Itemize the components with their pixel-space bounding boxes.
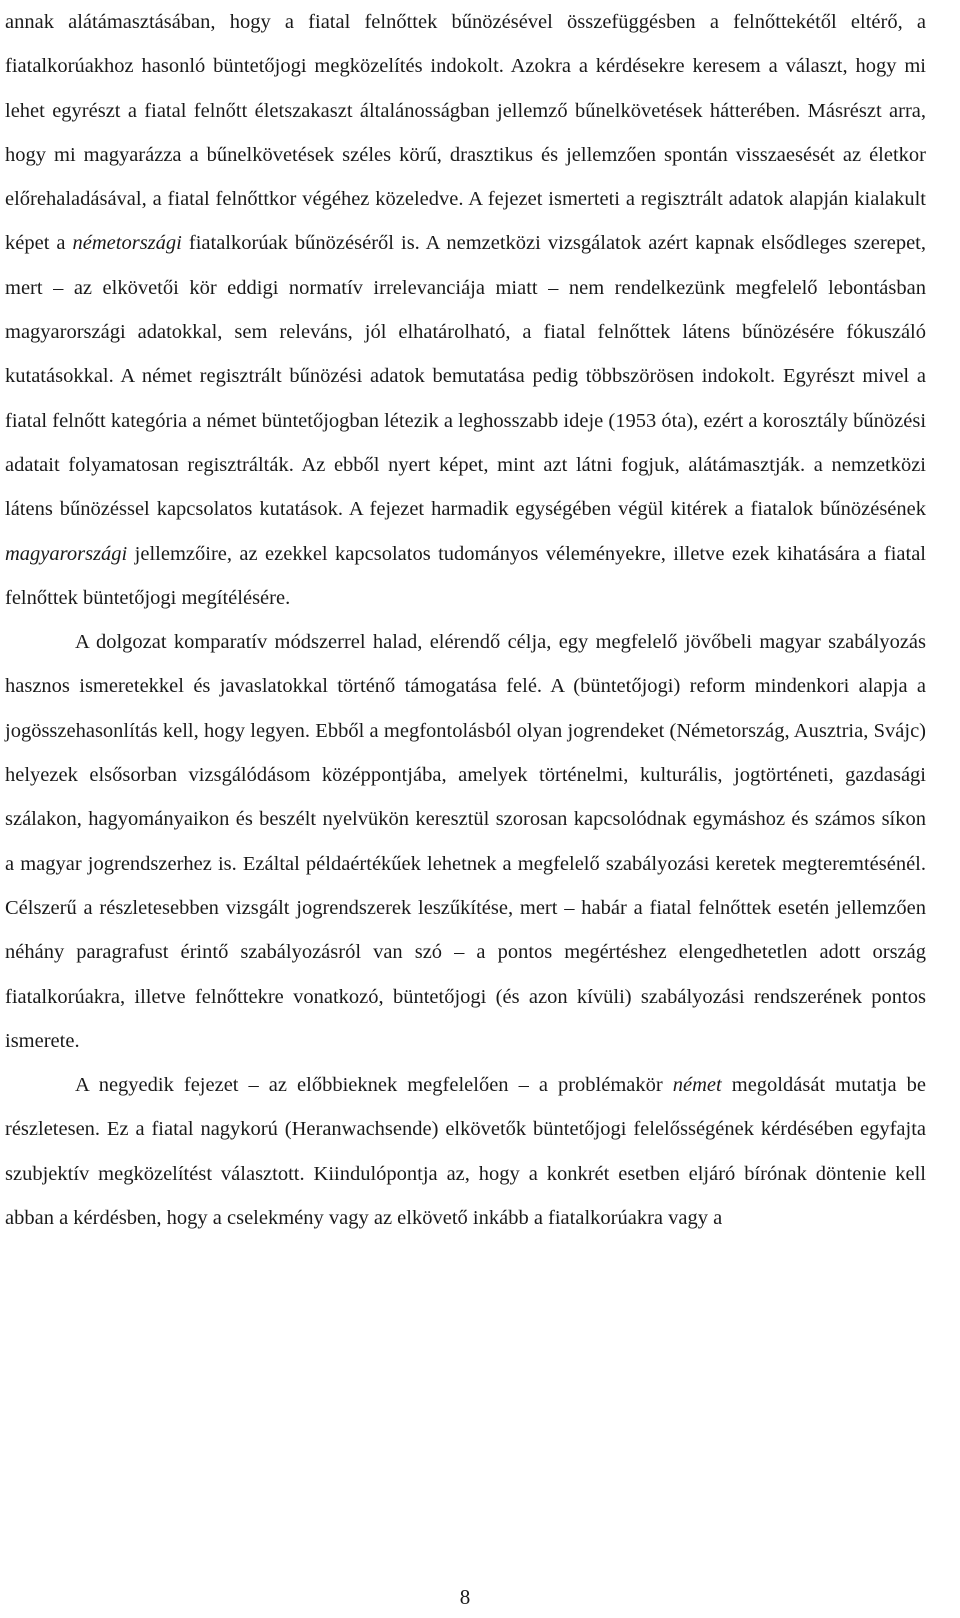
paragraph-3-italic-nemet: német: [672, 1074, 722, 1097]
paragraph-1-text-1: annak alátámasztásában, hogy a fiatal felnőttek bűnözésével összefüggésben a felnőttekétől eltérő, a fiatalkorúakhoz hasonló büntetőjogi megközelítés indokolt. Azokra a kérdésekre keresem a választ, hogy mi lehet egyrészt a fiatal felnőtt életszakaszt általánosságban jellemző bűnelkövetések hátterében. Másrészt arra, hogy mi magyarázza a bűnelkövetések széles körű, drasztikus és jellemzően spontán visszaesését az életkor előrehaladásával, a fiatal felnőttkor végéhez közeledve. A fejezet ismerteti a regisztrált adatok alapján kialakult képet a: [5, 11, 926, 255]
paragraph-1: [5, 0, 926, 620]
document-page: [5, 0, 926, 1240]
paragraph-3-text-2: megoldását mutatja be részletesen. Ez a fiatal nagykorú (Heranwachsende) elkövetők büntetőjogi felelősségének kérdésében egyfajta szubjektív megközelítést választott. Kiindulópontja az, hogy a konkrét esetben eljáró bírónak döntenie kell abban a kérdésben, hogy a cselekmény vagy az elkövető inkább a fiatalkorúakra vagy a: [5, 1074, 926, 1230]
paragraph-3-text-1: A negyedik fejezet – az előbbieknek megfelelően – a problémakör: [75, 1074, 673, 1097]
paragraph-3: [5, 1063, 926, 1240]
paragraph-1-italic-magyarorszagi: magyarországi: [5, 542, 128, 565]
page-number: 8: [459, 1585, 471, 1609]
paragraph-1-text-2: fiatalkorúak bűnözéséről is. A nemzetközi vizsgálatok azért kapnak elsődleges szerepet, mert – az elkövetői kör eddigi normatív irrelevanciája miatt – nem rendelkezünk megfelelő lebontásban magyarországi adatokkal, sem releváns, jól elhatárolható, a fiatal felnőttek látens bűnözésére fókuszáló kutatásokkal. A német regisztrált bűnözési adatok bemutatása pedig többszörösen indokolt. Egyrészt mivel a fiatal felnőtt kategória a német büntetőjogban létezik a leghosszabb ideje (1953 óta), ezért a korosztály bűnözési adatait folyamatosan regisztrálták. Az ebből nyert képet, mint azt látni fogjuk, alátámasztják. a nemzetközi látens bűnözéssel kapcsolatos kutatások. A fejezet harmadik egységében végül kitérek a fiatalok bűnözésének: [5, 232, 927, 521]
paragraph-1-text-3: jellemzőire, az ezekkel kapcsolatos tudományos véleményekre, illetve ezek kihatására a fiatal felnőttek büntetőjogi megítélésére.: [5, 542, 926, 609]
paragraph-1-italic-nemetorszagi: németországi: [72, 232, 182, 255]
paragraph-2: [5, 620, 926, 1063]
paragraph-2-text-1: A dolgozat komparatív módszerrel halad, elérendő célja, egy megfelelő jövőbeli magyar szabályozás hasznos ismeretekkel és javaslatokkal történő támogatása felé. A (büntetőjogi) reform mindenkori alapja a jogösszehasonlítás kell, hogy legyen. Ebből a megfontolásból olyan jogrendeket (Németország, Ausztria, Svájc) helyezek elsősorban vizsgálódásom középpontjába, amelyek történelmi, kulturális, jogtörténeti, gazdasági szálakon, hagyományaikon és beszélt nyelvükön keresztül szorosan kapcsolódnak egymáshoz és számos síkon a magyar jogrendszerhez is. Ezáltal példaértékűek lehetnek a megfelelő szabályozási keretek megteremtésénél. Célszerű a részletesebben vizsgált jogrendszerek leszűkítése, mert – habár a fiatal felnőttek esetén jellemzően néhány paragrafust érintő szabályozásról van szó – a pontos megértéshez elengedhetetlen adott ország fiatalkorúakra, illetve felnőttekre vonatkozó, büntetőjogi (és azon kívüli) szabályozási rendszerének pontos ismerete.: [5, 631, 926, 1052]
